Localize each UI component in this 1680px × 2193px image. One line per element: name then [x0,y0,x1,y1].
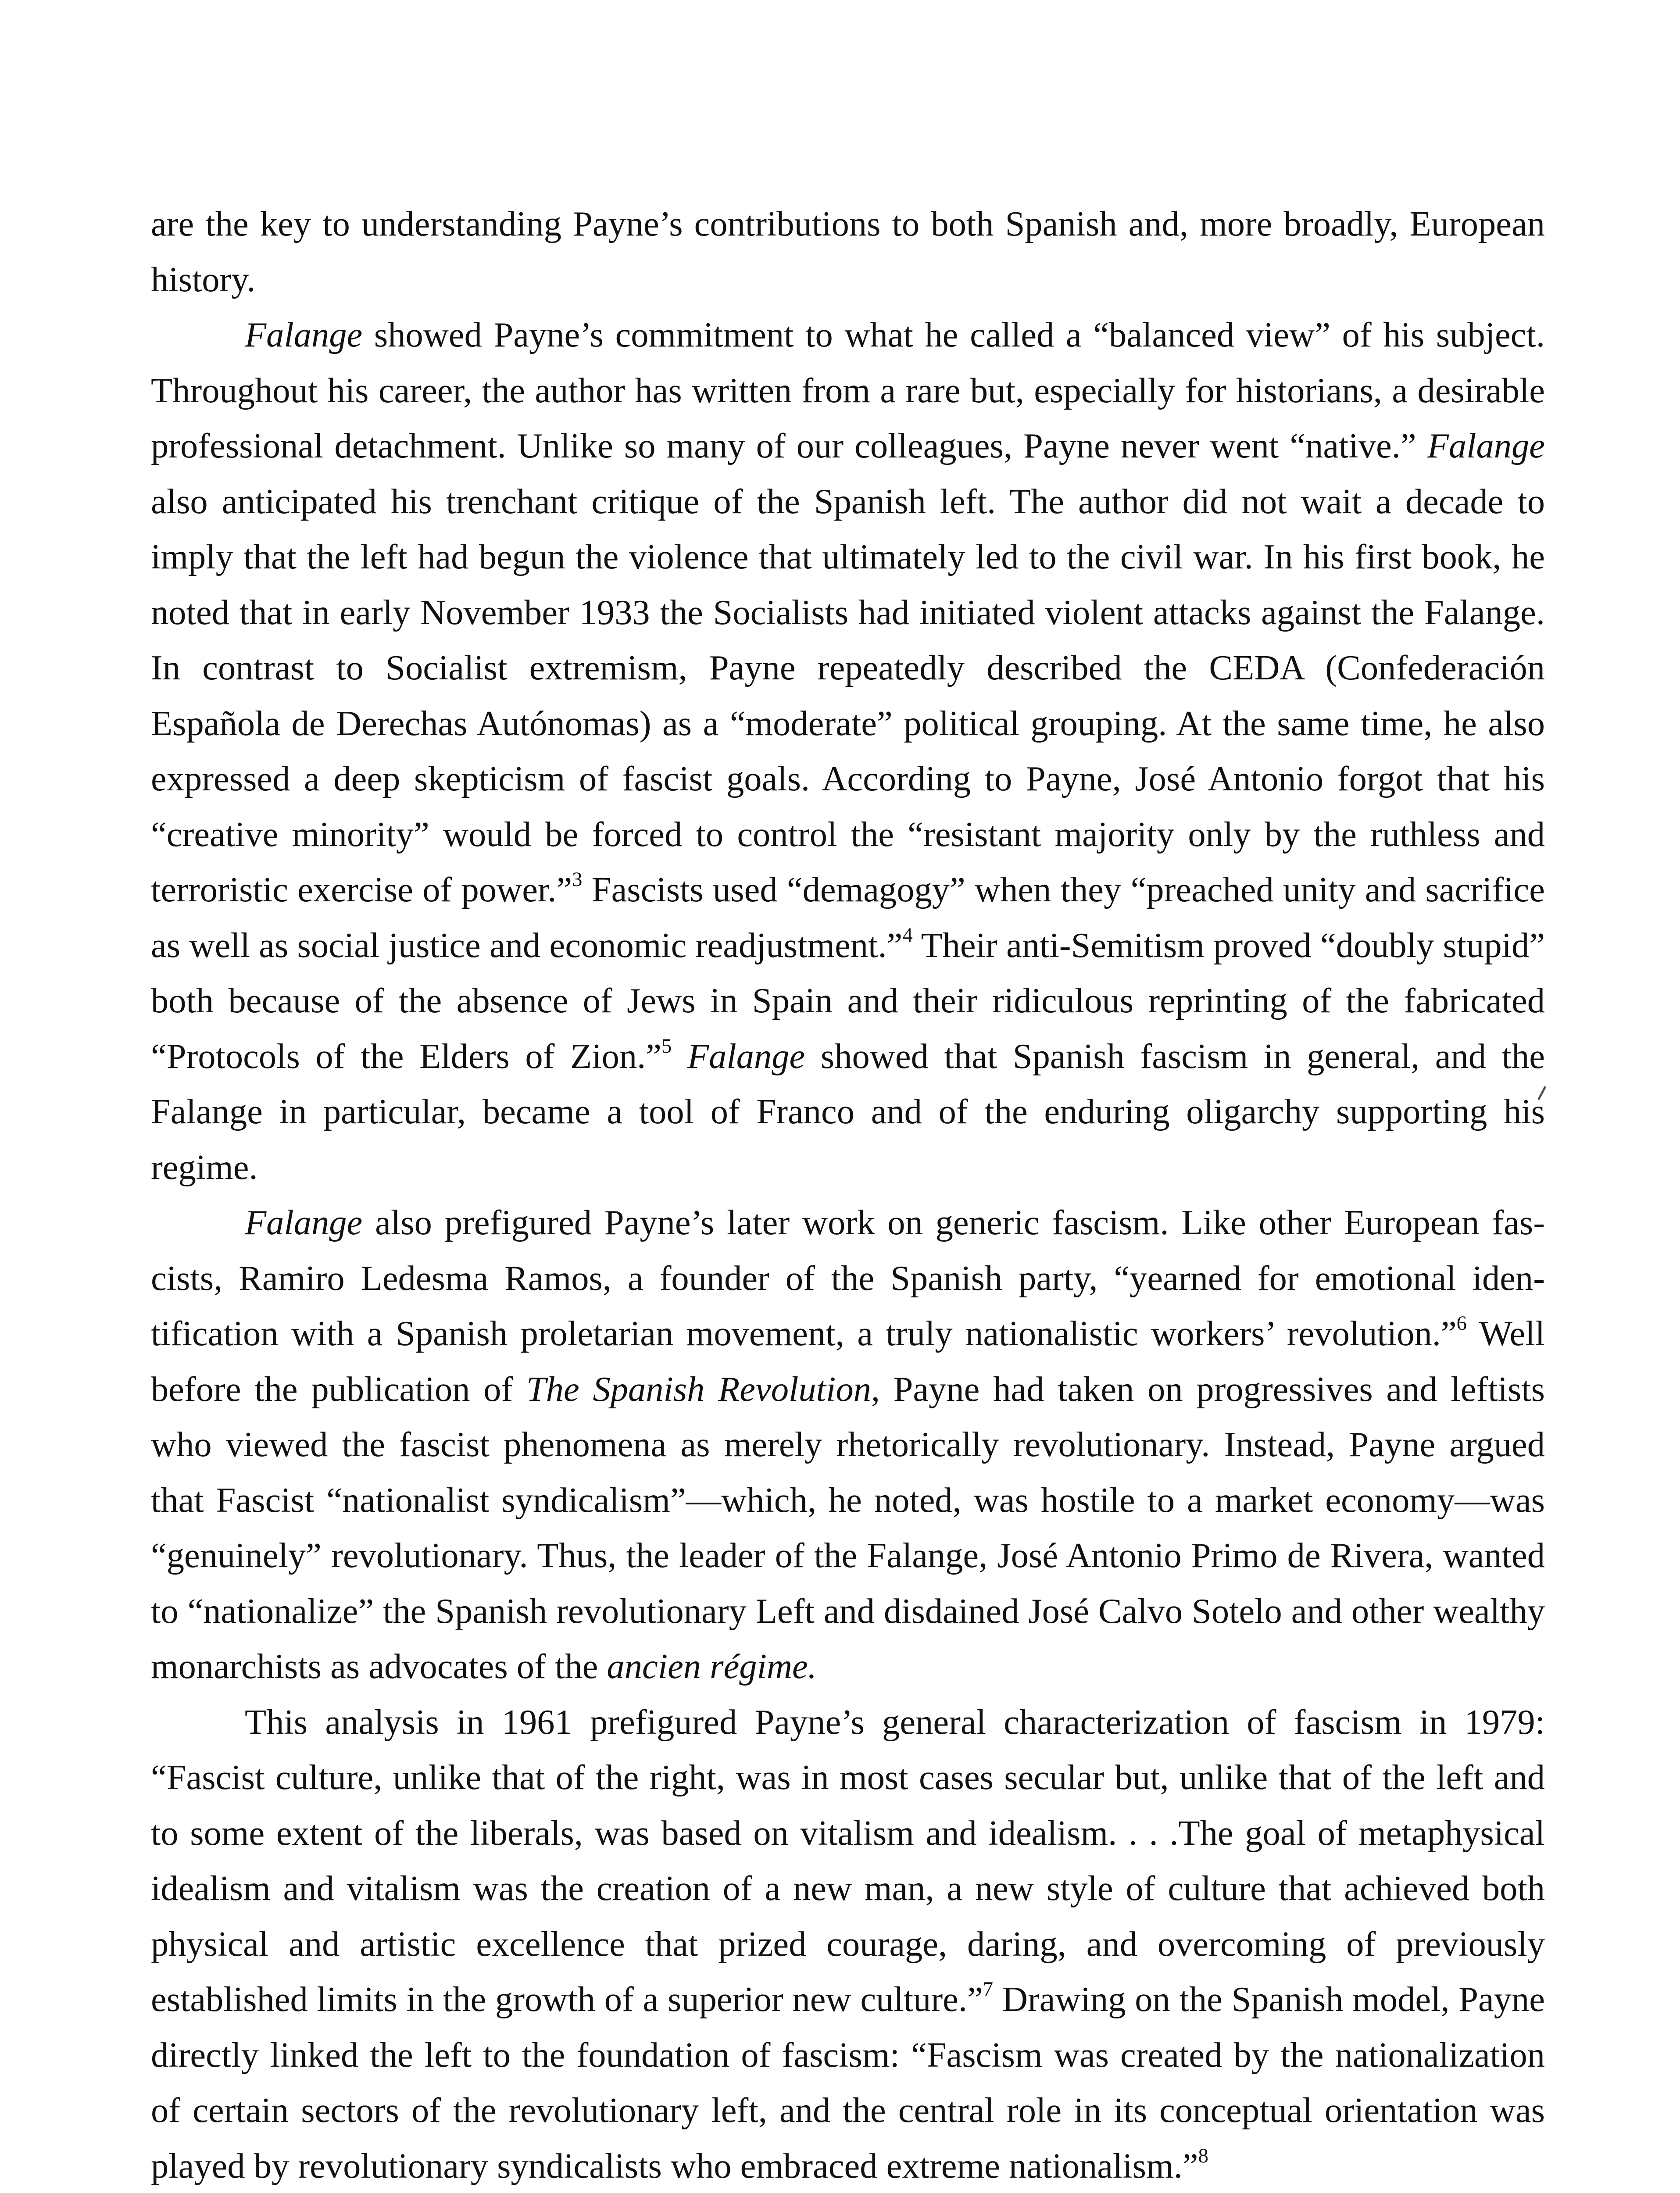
text-run: , Payne had taken on progressives and leftists who viewed the fascist phenomena as merely rhetorically revolutionary. Instead, Payne argued that Fascist “nationalist syndicalism”—which, he noted, was hostile to a market economy—was “genuinely” revolutionary. Thus, the leader of the Falange, José Antonio Primo de Rivera, wanted to “nationalize” the Spanish revolutionary Left and disdained José Calvo Sotelo and other wealthy monarchists as advocates of the [151,1369,1545,1686]
text-run: are the key to understanding Payne’s contributions to both Spanish and, more broadly, European history. [151,204,1545,299]
text-run [672,1037,687,1076]
text-run: Drawing on the Spanish model, Payne directly linked the left to the foundation of fascism: “Fascism was created by the nationalization of certain sectors of the revolutionary left, and the central role in its conceptual orientation was played by revolutionary syndicalists who embraced extreme nationalism.” [151,1980,1545,2186]
text-run: showed Payne’s commitment to what he called a “balanced view” of his subject. Throughout his career, the author has written from a rare but, especially for historians, a desirable professional detachment. Unlike so many of our colleagues, Payne never went “native.” [151,315,1545,465]
text-run: also prefigured Payne’s later work on generic fascism. Like other European fascists, Ramiro Ledesma Ramos, a founder of the Spanish party, “yearned for emotional identification with a Spanish proletarian movement, a truly nationalistic workers’ revolution.” [151,1203,1545,1353]
paragraph [151,1695,1545,2193]
italic-title: Falange [245,1203,363,1242]
text-run: also anticipated his trenchant critique of the Spanish left. The author did not wait a decade to imply that the left had begun the violence that ultimately led to the civil war. In his first book, he noted that in early November 1933 the Socialists had initiated violent attacks against the Falange. In contrast to Socialist extremism, Payne repeatedly described the CEDA (Confederación Española de Derechas Autónomas) as a “moderate” political grouping. At the same time, he also expressed a deep skepticism of fascist goals. According to Payne, José Antonio forgot that his “creative minority” would be forced to control the “resistant majority only by the ruthless and terroristic exercise of power.” [151,482,1545,909]
footnote-marker: 5 [661,1034,672,1057]
italic-title: The Spanish Revolution [526,1369,871,1409]
text-run: Well before the publication of [151,1314,1545,1409]
text-run: Fascists used “demagogy” when they “preached unity and sacrifice as well as social justice and economic readjustment.” [151,870,1545,965]
italic-title: Falange [245,315,363,354]
italic-title: ancien régime. [607,1647,817,1686]
text-run: This analysis in 1961 prefigured Payne’s general characterization of fascism in 1979: “Fascist culture, unlike that of the right, was in most cases secular but, unlike that of the left and to some extent of the liberals, was based on vitalism and idealism. . . .The goal of metaphysical idealism and vitalism was the creation of a new man, a new style of culture that achieved both physical and artistic excellence that prized courage, daring, and overcoming of previously established limits in the growth of a superior new culture.” [151,1702,1545,2019]
paragraph [151,1195,1545,1695]
footnote-marker: 3 [572,868,583,891]
footnote-marker: 7 [983,1977,994,2000]
text-run: showed that Spanish fascism in general, and the Falange in particular, became a tool of Franco and of the enduring oligarchy supporting his regime. [151,1036,1545,1187]
footnote-marker: 4 [902,923,913,946]
paragraph [151,196,1545,307]
footnote-marker: 6 [1456,1311,1467,1335]
italic-title: Falange [1427,426,1545,465]
body-text [151,196,1545,2193]
footnote-marker: 8 [1198,2144,1208,2167]
text-run: Their anti-Semitism proved “doubly stupid” both because of the absence of Jews in Spain and their ridiculous reprinting of the fabricated “Protocols of the Elders of Zion.” [151,925,1545,1076]
paragraph [151,307,1545,1195]
italic-title: Falange [687,1036,805,1076]
